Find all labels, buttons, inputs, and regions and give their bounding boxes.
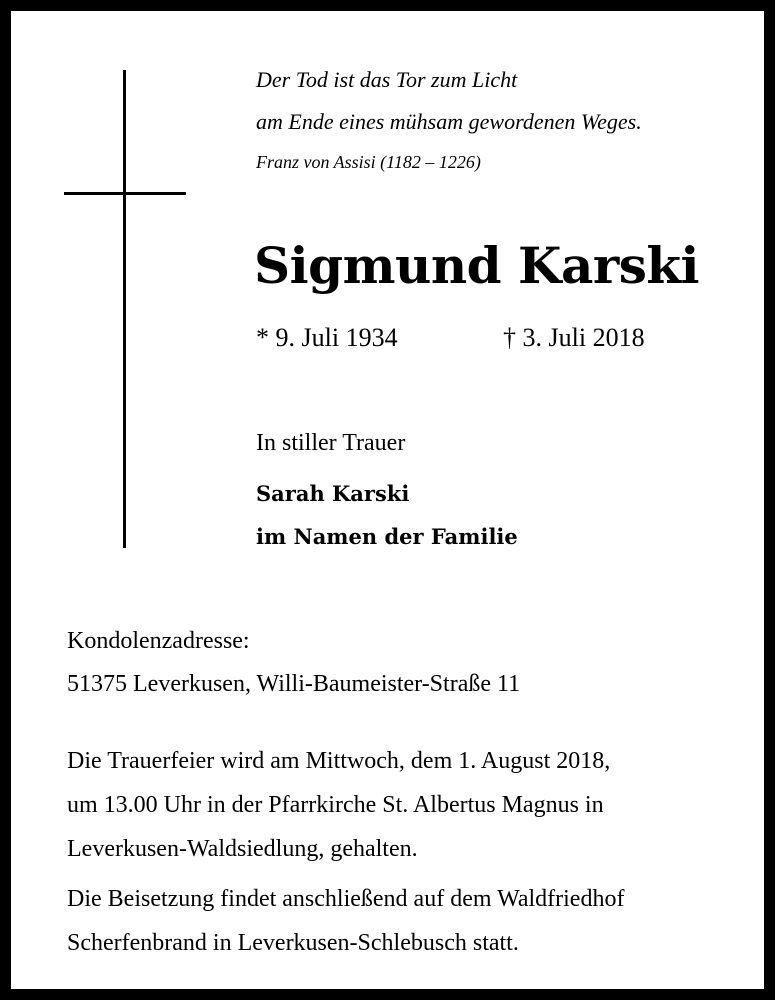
funeral-line-1: Die Trauerfeier wird am Mittwoch, dem 1. August 2018, — [67, 748, 611, 774]
signer-family: im Namen der Familie — [256, 524, 518, 549]
condolence-label: Kondolenzadresse: — [67, 628, 250, 654]
burial-line-2: Scherfenbrand in Leverkusen-Schlebusch statt. — [67, 930, 519, 956]
condolence-address: 51375 Leverkusen, Willi-Baumeister-Straße 11 — [67, 671, 521, 697]
quote-line-2: am Ende eines mühsam gewordenen Weges. — [256, 109, 642, 134]
deceased-name: Sigmund Karski — [254, 236, 700, 295]
birth-date: * 9. Juli 1934 — [256, 323, 398, 352]
burial-line-1: Die Beisetzung findet anschließend auf dem Waldfriedhof — [67, 886, 625, 912]
quote-author: Franz von Assisi (1182 – 1226) — [256, 152, 481, 172]
mourning-intro: In stiller Trauer — [256, 430, 406, 456]
signer-name: Sarah Karski — [256, 481, 410, 506]
cross-icon-vertical-bar — [123, 70, 126, 548]
cross-icon-horizontal-bar — [64, 192, 186, 195]
death-date: † 3. Juli 2018 — [503, 323, 645, 352]
quote-line-1: Der Tod ist das Tor zum Licht — [256, 67, 518, 92]
funeral-line-2: um 13.00 Uhr in der Pfarrkirche St. Albertus Magnus in — [67, 792, 604, 818]
funeral-line-3: Leverkusen-Waldsiedlung, gehalten. — [67, 836, 418, 862]
